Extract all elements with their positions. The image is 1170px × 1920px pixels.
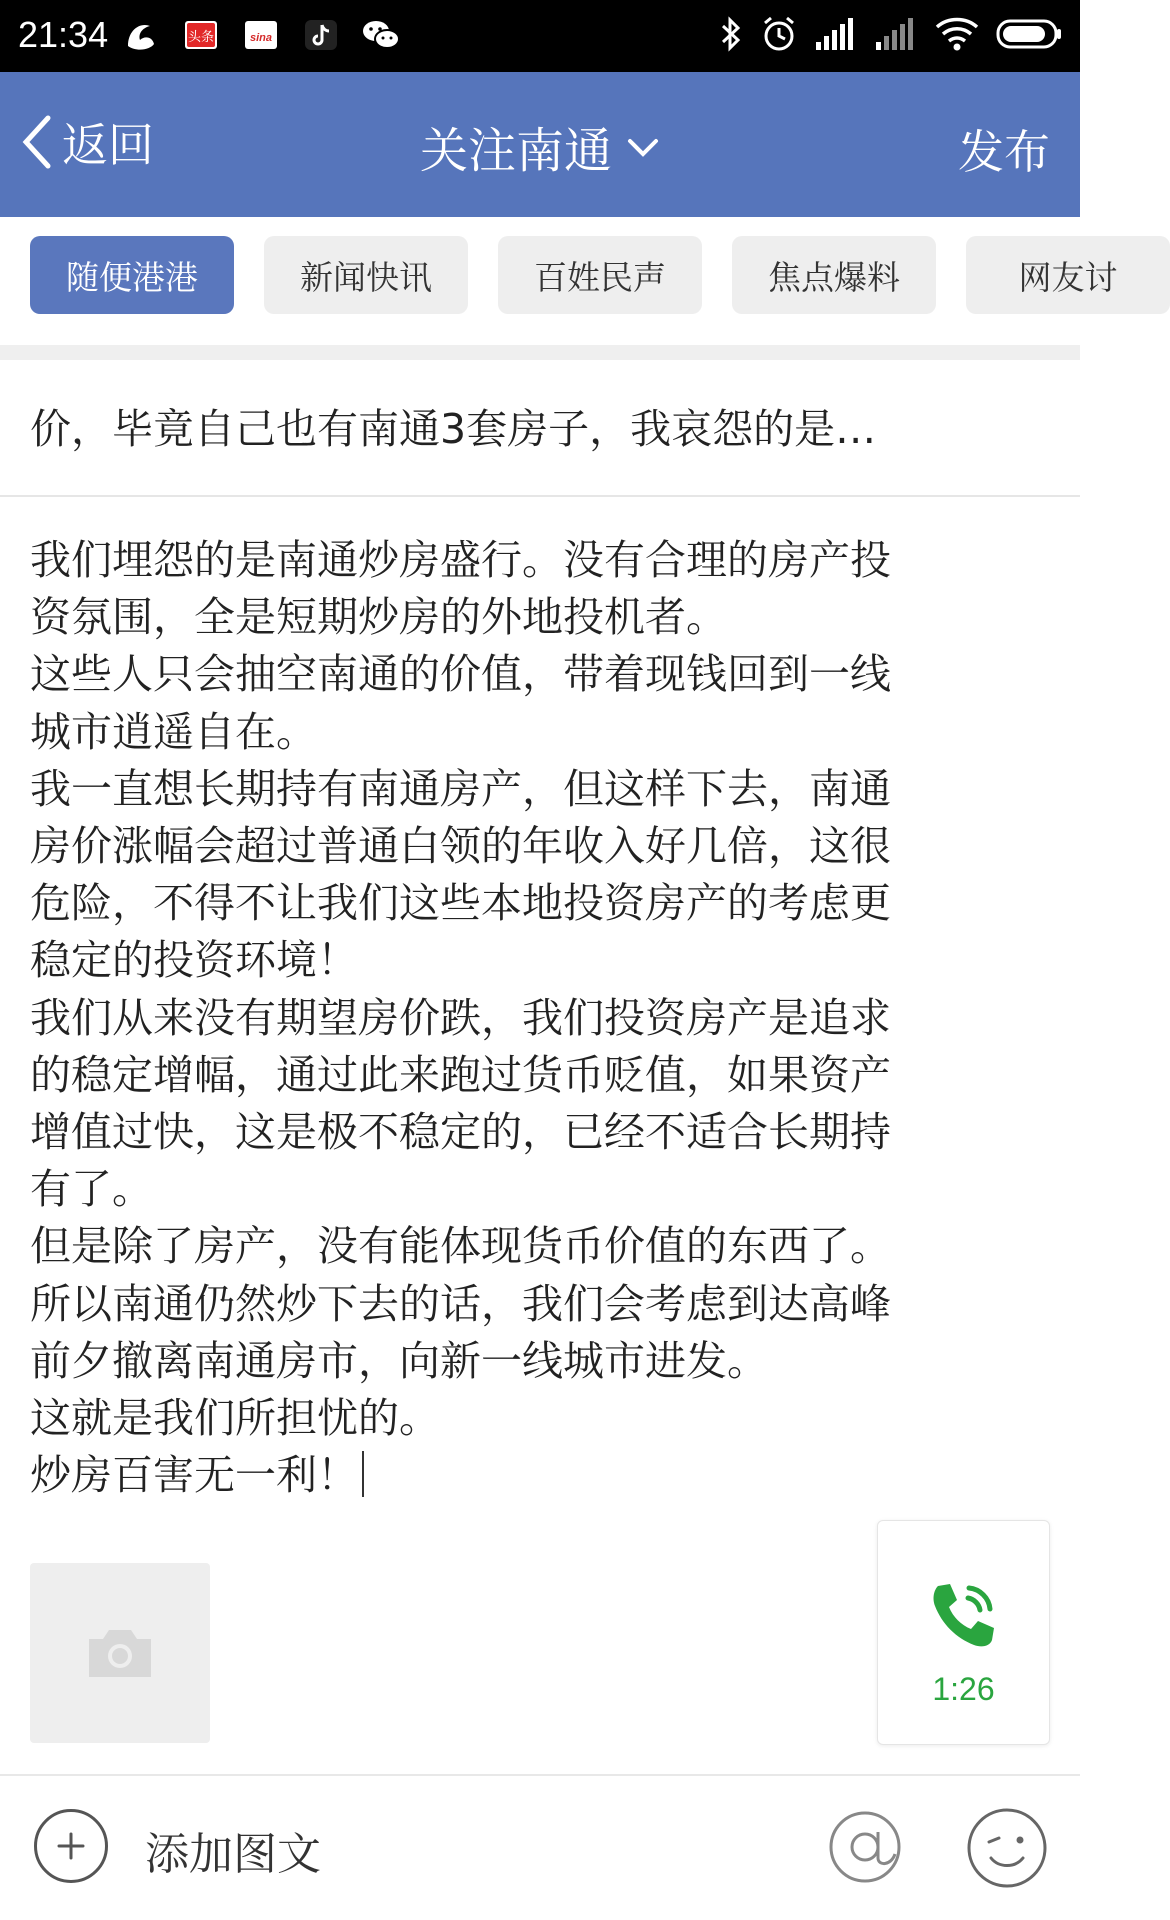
status-time: 21:34 <box>18 14 109 55</box>
body-line-last <box>30 1447 1060 1504</box>
add-image-button[interactable] <box>30 1563 210 1743</box>
battery-icon <box>996 17 1062 51</box>
app-header <box>0 72 1080 217</box>
at-sign-icon <box>825 1802 905 1892</box>
body-line: 城市逍遥自在。 <box>30 707 317 756</box>
tiktok-icon <box>302 16 340 54</box>
svg-text:头条: 头条 <box>187 30 215 45</box>
bluetooth-icon <box>718 14 744 54</box>
back-label: 返回 <box>62 118 154 172</box>
status-bar <box>0 0 1080 72</box>
publish-button[interactable]: 发布 <box>958 125 1050 179</box>
uc-browser-icon <box>122 16 160 54</box>
post-body-editor[interactable] <box>30 532 1060 1504</box>
text-cursor <box>362 1451 364 1497</box>
system-icons <box>718 14 1062 54</box>
tab-news[interactable]: 新闻快讯 <box>264 236 468 314</box>
post-title-input[interactable]: 价，毕竟自己也有南通3套房子，我哀怨的是… <box>30 405 877 453</box>
mention-button[interactable] <box>825 1802 905 1892</box>
chevron-down-icon <box>626 135 660 159</box>
body-line: 有了。 <box>30 1165 153 1214</box>
plus-icon <box>53 1828 89 1864</box>
category-tabs <box>0 217 1118 345</box>
body-line: 这就是我们所担忧的。 <box>30 1394 440 1443</box>
body-line: 增值过快，这是极不稳定的，已经不适合长期持 <box>30 1108 891 1157</box>
call-duration: 1:26 <box>932 1671 995 1707</box>
notification-icons <box>122 16 400 54</box>
body-line: 这些人只会抽空南通的价值，带着现钱回到一线 <box>30 650 891 699</box>
page-title: 关注南通 <box>419 123 612 179</box>
body-line: 前夕撤离南通房市，向新一线城市进发。 <box>30 1336 768 1385</box>
body-line: 的稳定增幅，通过此来跑过货币贬值，如果资产 <box>30 1050 891 1099</box>
section-separator <box>0 345 1080 360</box>
toutiao-icon <box>182 16 220 54</box>
body-line: 我一直想长期持有南通房产，但这样下去，南通 <box>30 764 891 813</box>
svg-text:sina: sina <box>249 32 273 44</box>
body-line: 房价涨幅会超过普通白领的年收入好几倍，这很 <box>30 822 891 871</box>
camera-icon <box>85 1625 155 1681</box>
add-content-button[interactable] <box>34 1809 108 1883</box>
tab-netizen[interactable]: 网友讨 <box>966 236 1170 314</box>
signal-weak-icon <box>874 16 918 52</box>
tab-hot-tips[interactable]: 焦点爆料 <box>732 236 936 314</box>
signal-icon <box>814 16 858 52</box>
title-divider <box>0 495 1080 497</box>
channel-selector[interactable] <box>0 112 1080 181</box>
add-content-label[interactable]: 添加图文 <box>145 1829 321 1880</box>
body-line: 所以南通仍然炒下去的话，我们会考虑到达高峰 <box>30 1279 891 1328</box>
sina-icon <box>242 16 280 54</box>
body-line: 资氛围，全是短期炒房的外地投机者。 <box>30 593 727 642</box>
body-line: 但是除了房产，没有能体现货币价值的东西了。 <box>30 1222 891 1271</box>
emoji-button[interactable] <box>965 1806 1049 1890</box>
body-line: 危险，不得不让我们这些本地投资房产的考虑更 <box>30 879 891 928</box>
body-line: 稳定的投资环境！ <box>30 936 358 985</box>
wifi-icon <box>934 15 980 53</box>
bottom-toolbar <box>0 1776 1080 1920</box>
body-line: 我们从来没有期望房价跌，我们投资房产是追求 <box>30 993 891 1042</box>
tab-public-voice[interactable]: 百姓民声 <box>498 236 702 314</box>
alarm-icon <box>760 14 798 54</box>
wechat-icon <box>362 16 400 54</box>
body-line: 我们埋怨的是南通炒房盛行。没有合理的房产投 <box>30 536 891 584</box>
tab-casual[interactable]: 随便港港 <box>30 236 234 314</box>
phone-call-icon <box>924 1576 1004 1656</box>
call-widget[interactable] <box>877 1520 1050 1745</box>
body-line: 炒房百害无一利！ <box>30 1451 358 1500</box>
smiley-icon <box>965 1806 1049 1890</box>
